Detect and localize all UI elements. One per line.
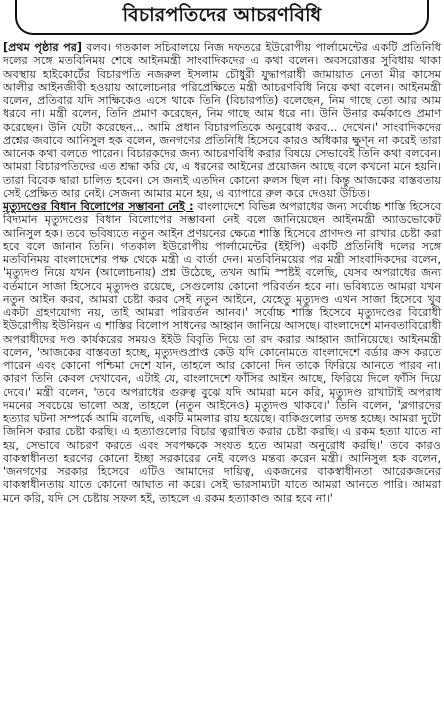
headline: বিচারপতিদের আচরণবিধি [122,3,322,26]
continued-from-front-page-label: [প্রথম পৃষ্ঠার পর] [3,41,83,54]
paragraph-death-penalty [3,200,441,505]
paragraph-continuation [3,41,441,200]
subheading: মৃত্যুদণ্ডের বিধান বিলোপের সম্ভাবনা নেই : [3,200,194,213]
article-body [3,41,441,505]
paragraph-text: বাংলাদেশে বিভিন্ন অপরাধের জন্য সর্বোচ্চ শাস্তি হিসেবে বিদ্যমান মৃত্যুদণ্ডের বিধান বিলোপের সম্ভাবনা নেই বলে জানিয়েছেন আইনমন্ত্রী অ্যাডভোকেট আনিসুল হক। তবে ভবিষ্যতে নতুন আইন প্রণয়নের ক্ষেত্রে শাস্তি হিসেবে প্রাণদণ্ড না রাখার চেষ্টা করা হবে বলে জানান তিনি। গতকাল ইউরোপীয় পার্লামেন্টের (ইইপি) একটি প্রতিনিধি দলের সঙ্গে মতবিনিময় বাংলাদেশের পক্ষ থেকে মন্ত্রী এ বার্তা দেন। মতবিনিময়ের পর মন্ত্রী সাংবাদিকদের বলেন, 'মৃত্যুদণ্ড নিয়ে যখন (আলোচনায়) প্রশ্ন উঠেছে, তখন আমি স্পষ্টই বলেছি, যেসব অপরাধের জন্য বর্তমানে সাজা হিসেবে মৃত্যুদণ্ড রয়েছে, সেগুলোয় কোনো পরিবর্তন হবে না। ভবিষ্যতে আমরা যখন নতুন আইন করব, আমরা চেষ্টা করব সেই নতুন আইনে, যেহেতু মৃত্যুদণ্ড এখন সাজা হিসেবে খুব একটা গ্রহণযোগ্য নয়, তাই আমরা পরিবর্তন আনব।' সর্বোচ্চ শাস্তি হিসেবে মৃত্যুদণ্ডের বিরোধী ইউরোপীয় ইউনিয়ন এ শাস্তির বিলোপ সাধনের আহ্বান জানিয়ে আসছে। বাংলাদেশে মানবতাবিরোধী অপরাধীদের দণ্ড কার্যকরের সময়ও ইইউ বিবৃতি দিয়ে তা রদ করার আহ্বান জানিয়েছে। আইনমন্ত্রী বলেন, 'আজকের বাস্তবতা হচ্ছে, মৃত্যুদণ্ডপ্রাপ্ত কেউ যদি কোনোমতে বাংলাদেশে বর্ডার ক্রস করতে পারেন এবং কোনো পশ্চিমা দেশে যান, তাহলে আর কোনো দিন তাকে ফিরিয়ে আনতে পারব না। কারণ তিনি কেবল দেখাবেন, এটাই যে, বাংলাদেশে ফাঁসির আইন আছে, ফিরিয়ে দিলে ফাঁসি দিয়ে দেবে।' মন্ত্রী বলেন, 'তবে অপরাধের গুরুত্ব বুঝে যদি আমরা মনে করি, মৃত্যুদণ্ড রাখাটাই অপরাধ দমনের সবচেয়ে ভালো অস্ত্র, তাহলে (নতুন আইনেও) মৃত্যুদণ্ড থাকবে।' তিনি বলেন, 'ব্লগারদের হত্যার ঘটনা সম্পর্কে আমি বলেছি, একটি মামলার রায় হয়েছে। বাকিগুলোর তদন্ত হচ্ছে। আমরা দুটো জিনিস করার চেষ্টা করছি। এ হত্যাগুলোর বিচার ত্বরান্বিত করার চেষ্টা করছি। এ রকম হত্যা যাতে না হয়, সেভাবে আচরণ করতে এবং সবপক্ষকে সংযত হতে আমরা অনুরোধ করছি।' তবে কারও বাকস্বাধীনতা হরণের কোনো ইচ্ছা সরকারের নেই বলেও মন্তব্য করেন মন্ত্রী। আনিসুল হক বলেন, 'জনগণের সরকার হিসেবে এটিও আমাদের দায়িত্ব, একজনের বাকস্বাধীনতা আরেকজনের বাকস্বাধীনতায় যাতে কোনো আঘাত না করে। সেই ভারসাম্যটা যাতে আমরা আনতে পারি। আমরা মনে করি, যদি সে চেষ্টায় সফল হই, তাহলে এ রকম হত্যাকাণ্ড আর হবে না।' [3,200,442,505]
paragraph-text: বলব। গতকাল সচিবালয়ে নিজ দফতরে ইউরোপীয় পার্লামেন্টের একটি প্রতিনিধি দলের সঙ্গে মতবিনিময় শেষে আইনমন্ত্রী সাংবাদিকদের এ কথা বলেন। অবসরোত্তর সুবিধায় থাকা অবস্থায় হাইকোর্টের বিচারপতি নজরুল ইসলাম চৌধুরী যুদ্ধাপরাধী জামায়াত নেতা মীর কাসেম আলীর আইনজীবী হওয়ায় আলোচনার পরিপ্রেক্ষিতে মন্ত্রী আচরণবিধি নিয়ে কথা বলেন। আইনমন্ত্রী বলেন, প্রতিবার যদি সাক্ষিকেও এসে থাকে তিনি (বিচারপতি) বলেছেন, নিম গাছে তো আর আম ধরবে না। মন্ত্রী বলেন, তিনি প্রমাণ করেছেন, নিম গাছে আম ধরে না। উনি উনার কর্মকাণ্ডে প্রমাণ করেছেন। উনি যেটা করেছেন... আমি প্রধান বিচারপতিকে অনুরোধ করব... দেখেন।' সাংবাদিকদের প্রশ্নের জবাবে আনিসুল হক বলেন, জনগণের প্রতিনিধি হিসেবে কারও অধিকার ক্ষুণ্ন না করেই তারা আনেক কথা বলতে পারেন। বিচারকদের জন্য আচরণবিধি করার বিষয়ে সেভাবেই তিনি কথা বলবেন। আমরা বিচারপতিদের এত শ্রদ্ধা করি যে, এ ধরনের আইনের প্রয়োজন আছে বলে কখনো মনে হয়নি। তারা বিবেক দ্বারা চালিত হবেন। সে জন্যই এতদিন কোনো রুলস ছিল না। কিন্তু আজকের বাস্তবতায় সেই প্রেক্ষিত আর নেই। সেজন্য আমার মনে হয়, এ ব্যাপারে রুল করে দেওয়া উচিত। [3,41,441,200]
headline-box [15,0,429,35]
